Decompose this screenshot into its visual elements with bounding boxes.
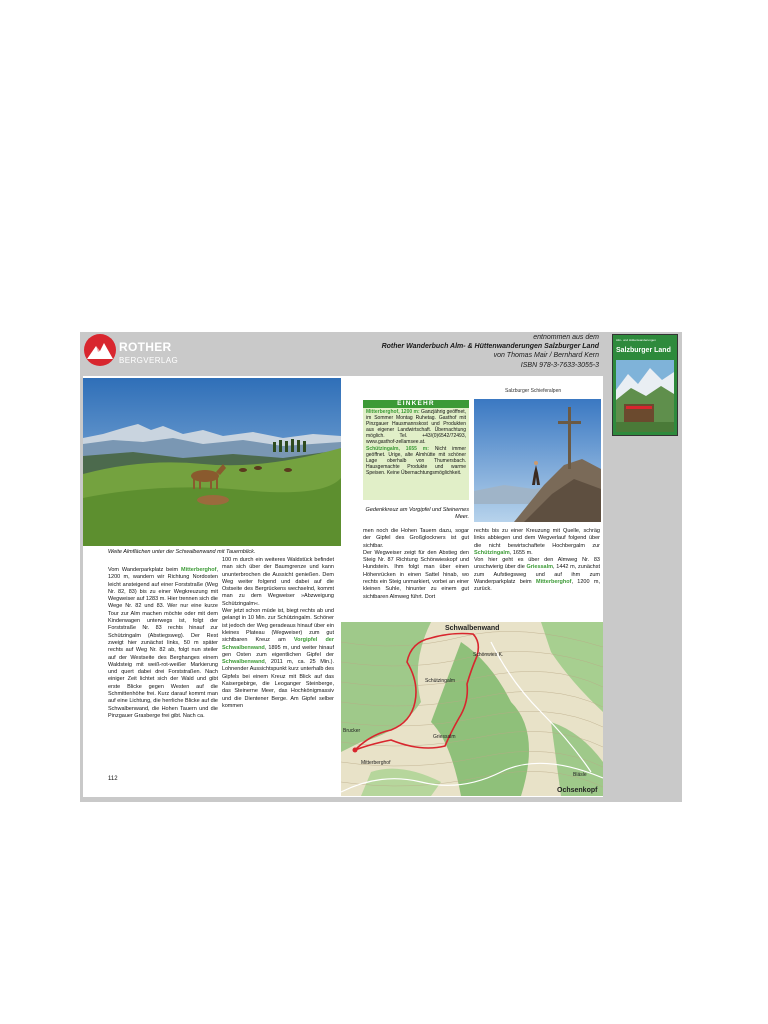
map-label-mitterberg: Mitterberghof [361,760,391,766]
text-column-4: rechts bis zu einer Kreuzung mit Quelle, schräg links abbiegen und dem Wegverlauf folgend über die nicht bewirtschaftete Hochbergalm zur Schützingalm, 1655 m. Von hier geht es über den Almweg Nr. 83 unschwierig über die Griessalm, 1442 m, zunächst zum Aufstiegsweg und auf ihm zum Wanderparkplatz beim Mitterberghof, 1200 m, zurück. [474,528,600,593]
credits-line-1: entnommen aus dem [533,334,599,341]
einkehr-text: Mitterberghof, 1200 m: Ganzjährig geöffnet, im Sommer Montag Ruhetag. Gasthof mit Pinzgauer Hausmannskost und Produkten aus eigener Landwirtschaft. Übernachtung möglich. Tel. +43/(0)6542/72493, www.gasthof-zellamsee.at. Schützingalm, 1655 m: Nicht immer geöffnet. Urige, alte Almhütte mit schöner Lage oberhalb von Thumersbach. Hausgemachte Produkte und warme Speisen. Keine Übernachtungsmöglichkeit. [366,409,467,476]
page-number: 112 [108,776,118,782]
book-cover-title: Salzburger Land [616,347,671,354]
photo2-caption: Gedenkkreuz am Vorgipfel und Steinernes Meer. [365,507,469,520]
book-cover-subtitle: Alm- und Hüttenwanderungen [616,338,656,342]
map-label-schoenwies: Schönwies K. [473,652,504,658]
map-label-ochsenkopf: Ochsenkopf [557,787,598,794]
map-label-schuetzing: Schützingalm [425,678,456,684]
book-cover-photo [616,360,674,432]
photo1-caption: Weite Almflächen unter der Schwalbenwand mit Tauernblick. [108,549,256,555]
map-label-blasl: Bläsle [573,772,587,778]
einkehr-title: EINKEHR [363,400,469,408]
publisher-sub: BERGVERLAG [119,356,179,365]
rother-mountain-icon [84,334,116,366]
summit-cross-photo [474,399,601,522]
credits-line-4: ISBN 978-3-7633-3055-3 [520,361,599,369]
credits-line-3: von Thomas Mair / Bernhard Kern [493,352,599,360]
map-label-schwalbenwand: Schwalbenwand [445,625,500,632]
route-map [341,622,603,796]
text-column-2: 100 m durch ein weiteres Waldstück befindet man sich über der Baumgrenze und kann ununterbrochen die Aussicht genießen. Dem Weg weiter folgend und dabei auf die Ostseite des Bergrückens wechselnd, kommt man zu dem Wegweiser »Abzweigung Schützingalm«. Wer jetzt schon müde ist, biegt rechts ab und gelangt in 10 Min. zur Schützingalm. Schöner ist jedoch der Weg geradeaus hinauf über ein kleines Plateau (Wegweiser) zum gut sichtbaren Kreuz am Vorgipfel der Schwalbenwand, 1895 m, und weiter hinauf gen Osten zum eigentlichen Gipfel der Schwalbenwand, 2011 m, ca. 25 Min.). Lohnender Aussichtspunkt kurz unterhalb des Gipfels bei einem Kreuz mit Blick auf das Kaisergebirge, die Leoganger Steinberge, das Steinerne Meer, das Hochkönigmassiv und die Dientener Berge. Am Gipfel selber kommen [222,557,335,709]
map-label-bruck: Brucker [343,728,361,734]
einkehr-box [363,400,469,500]
source-credits [339,333,599,370]
map-label-griessalm: Griessalm [433,734,456,740]
publisher-name: ROTHER [119,340,172,354]
book-cover [612,334,678,436]
alpine-meadow-photo [83,378,341,546]
text-column-3: men noch die Hohen Tauern dazu, sogar der Gipfel des Großglockners ist gut sichtbar. Der Wegweiser zeigt für den Abstieg den Steig Nr. 87 Richtung Schönwieskopf und Hundstein. Ihm folgt man über einen Höhenrücken in einen Sattel hinab, wo rechts ein Steig unmarkiert, vorbei an einer kleinen Suhle, hinunter zu einem gut sichtbaren Almweg führt. Dort [363,528,469,600]
credits-line-2: Rother Wanderbuch Alm- & Hüttenwanderungen Salzburger Land [381,343,599,351]
rother-logo [84,334,194,374]
text-column-1: Vom Wanderparkplatz beim Mitterberghof, 1200 m, wandern wir Richtung Nordosten leicht ansteigend auf einer Forststraße (Weg Nr. 82, 83) bis zu einer Wegkreuzung mit Wegweiser auf 1283 m. Hier trennen sich die Wege Nr. 82 und 83. Wer nur eine kurze Tour zur Alm machen möchte oder mit dem Kinderwagen unterwegs ist, folgt der Forststraße Nr. 83 rechts hinauf zur Schützingalm (Abstiegsweg). Der Rest zweigt hier zunächst links, 50 m später rechts auf Weg Nr. 82 ab, folgt nun steiler auf der Westseite des Berghanges einem Waldsteig mit weiß-rot-weißer Markierung und quert dabei drei Forststraßen. Nach einiger Zeit lichtet sich der Wald und gibt erste Blicke gegen Westen auf die Schmittenhöhe frei. Kurz darauf kommt man auf eine Lichtung, die herrliche Blicke auf die Schwalbenwand, die Hohen Tauern und die Pinzgauer Grasberge frei gibt. Nach ca. [108,567,218,719]
photo2-label: Salzburger Schieferalpen [505,388,562,394]
